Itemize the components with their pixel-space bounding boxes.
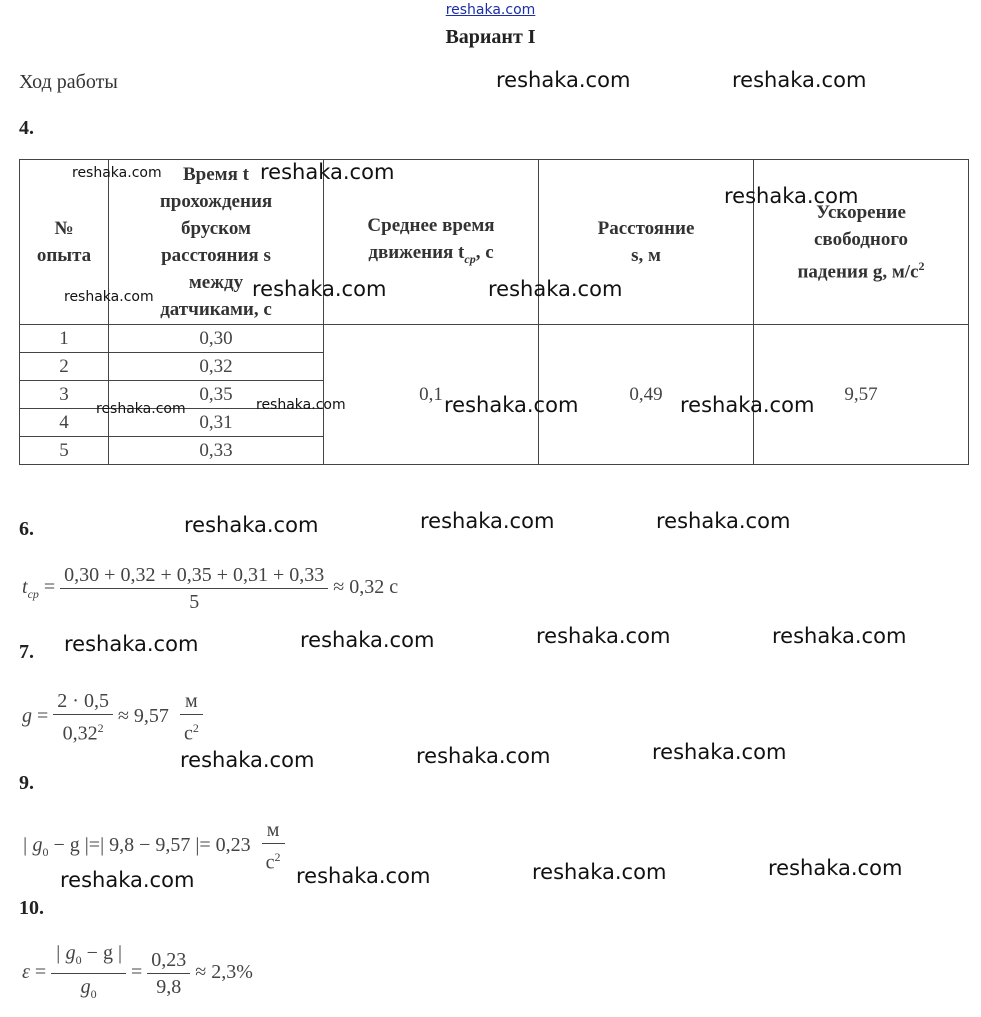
header-time-line-5: между — [188, 272, 244, 293]
header-accel-line-1: Ускорение — [816, 201, 906, 223]
step-7-label: 7. — [19, 641, 34, 663]
watermark: reshaka.com — [180, 748, 315, 772]
watermark: reshaka.com — [300, 628, 435, 652]
row-number: 4 — [20, 409, 109, 437]
watermark: reshaka.com — [680, 393, 815, 417]
step-9-label: 9. — [19, 772, 34, 794]
fraction: $\frac{0,30 + 0,32 + 0,35 + 0,31 + 0,33}{5}$ — [60, 562, 328, 615]
header-accel-line-3: падения g, $м/с^2$ — [797, 258, 925, 283]
header-dist-line-2: s, м — [631, 245, 661, 266]
row-time: 0,35 — [109, 381, 324, 409]
row-number: 5 — [20, 437, 109, 465]
watermark: reshaka.com — [256, 397, 346, 413]
watermark: reshaka.com — [652, 740, 787, 764]
page-title: Вариант I — [445, 26, 536, 48]
watermark: reshaka.com — [416, 744, 551, 768]
table-row — [20, 325, 969, 353]
watermark: reshaka.com — [656, 509, 791, 533]
watermark: reshaka.com — [536, 624, 671, 648]
header-num-line-1: № — [54, 218, 74, 239]
watermark: reshaka.com — [64, 289, 154, 305]
fraction: $\frac{2 \cdot 0,5}{0,32^2}$ — [53, 688, 113, 747]
row-time: 0,31 — [109, 409, 324, 437]
header-accel-line-2: свободного — [814, 228, 908, 250]
row-number: 3 — [20, 381, 109, 409]
header-time-line-6: датчиками, с — [160, 299, 272, 320]
row-time: 0,30 — [109, 325, 324, 353]
watermark: reshaka.com — [72, 165, 162, 181]
header-dist-line-1: Расстояние — [597, 218, 695, 239]
unit-fraction: $\frac{м}{с^2}$ — [180, 688, 203, 747]
header-avg-line-2: движения $t_{ср}$, с — [368, 241, 494, 266]
row-time: 0,33 — [109, 437, 324, 465]
fraction: $\frac{0,23}{9,8}$ — [147, 947, 190, 1000]
average-time-value: 0,1 — [324, 325, 539, 465]
header-time-line-3: бруском — [181, 218, 251, 239]
watermark: reshaka.com — [724, 184, 859, 208]
header-num-line-2: опыта — [36, 245, 92, 266]
formula-average-time: $t_{ср}$ = $\frac{0,30 + 0,32 + 0,35 + 0,31 + 0,33}{5}$ ≈ 0,32 с — [22, 564, 399, 613]
watermark: reshaka.com — [772, 624, 907, 648]
header-time-line-1: Время t — [183, 164, 249, 185]
row-time: 0,32 — [109, 353, 324, 381]
header-time-line-4: расстояния s — [161, 245, 271, 266]
watermark: reshaka.com — [60, 868, 195, 892]
watermark: reshaka.com — [496, 68, 631, 92]
watermark: reshaka.com — [260, 160, 395, 184]
formula-absolute-error: | $g_0 - g$ |=| 9,8 − 9,57 |= 0,23 $\frac{м}{с^2}$ — [22, 817, 285, 876]
watermark: reshaka.com — [420, 509, 555, 533]
header-time-line-2: прохождения — [159, 191, 273, 212]
watermark: reshaka.com — [296, 864, 431, 888]
fraction: $\frac{| g_0 - g |}{g_0}$ — [51, 940, 126, 1007]
step-4-label: 4. — [19, 117, 34, 139]
progress-label: Ход работы — [19, 71, 118, 93]
step-6-label: 6. — [19, 518, 34, 540]
watermark: reshaka.com — [768, 856, 903, 880]
formula-relative-error: ε = $\frac{| g_0 - g |}{g_0}$ = $\frac{0,23}{9,8}$ ≈ 2,3% — [22, 940, 253, 1007]
step-10-label: 10. — [19, 897, 44, 919]
watermark: reshaka.com — [444, 393, 579, 417]
distance-value: 0,49 — [539, 325, 754, 465]
row-number: 2 — [20, 353, 109, 381]
watermark: reshaka.com — [732, 68, 867, 92]
top-watermark-link[interactable]: reshaka.com — [445, 2, 536, 18]
watermark: reshaka.com — [532, 860, 667, 884]
formula-acceleration: g = $\frac{2 \cdot 0,5}{0,32^2}$ ≈ 9,57 $\frac{м}{с^2}$ — [22, 688, 203, 747]
watermark: reshaka.com — [488, 277, 623, 301]
row-number: 1 — [20, 325, 109, 353]
header-avg-line-1: Среднее время — [367, 214, 495, 236]
unit-fraction: $\frac{м}{с^2}$ — [262, 817, 285, 876]
acceleration-value: 9,57 — [754, 325, 969, 465]
watermark: reshaka.com — [252, 277, 387, 301]
watermark: reshaka.com — [96, 401, 186, 417]
watermark: reshaka.com — [184, 513, 319, 537]
watermark: reshaka.com — [64, 632, 199, 656]
